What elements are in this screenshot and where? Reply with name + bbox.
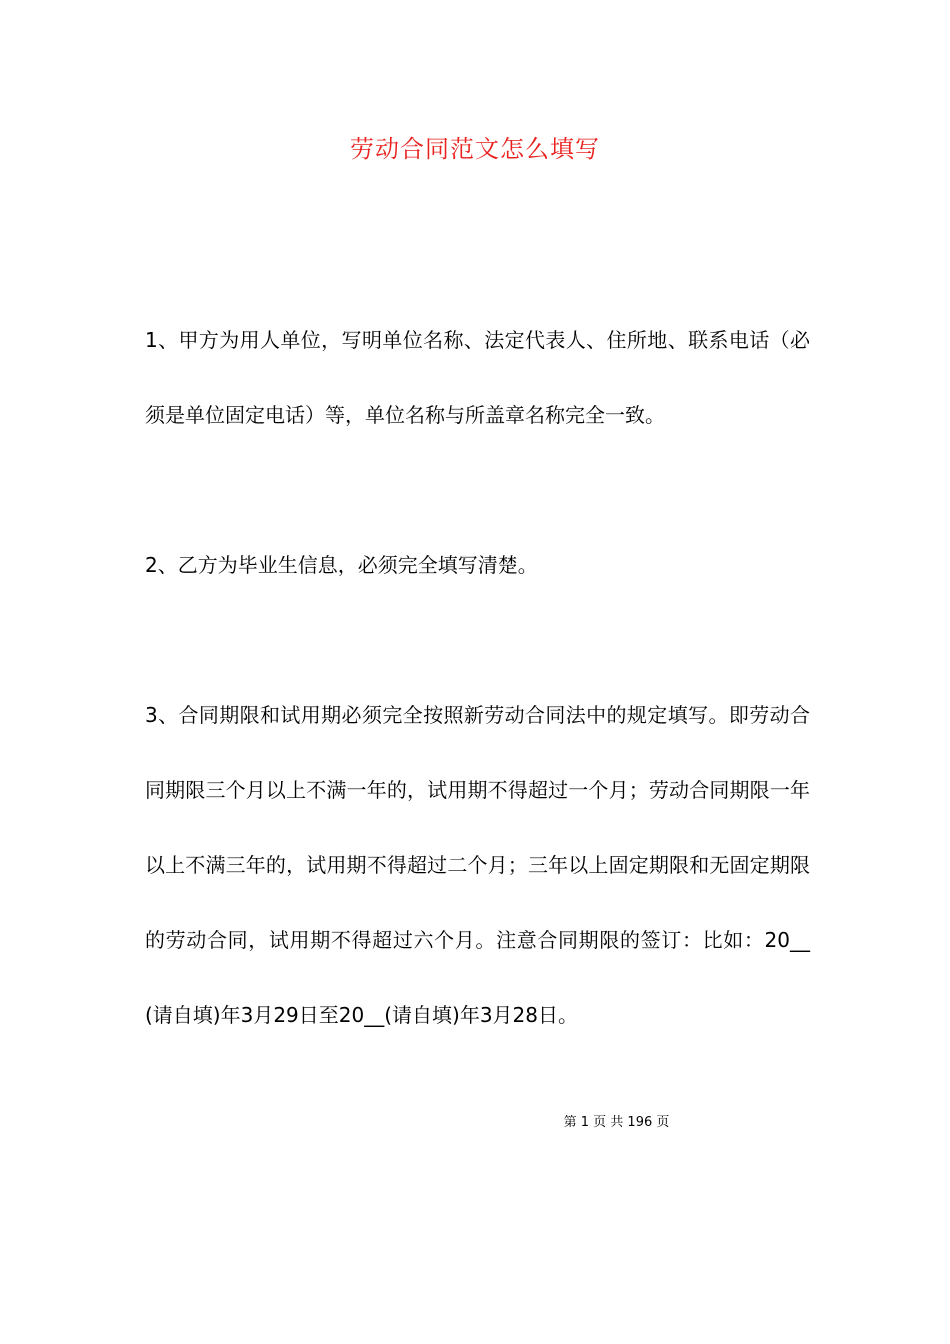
document-title: 劳动合同范文怎么填写 bbox=[350, 135, 600, 163]
page-number-footer: 第 1 页 共 196 页 bbox=[563, 1115, 670, 1130]
paragraph-2: 2、乙方为毕业生信息，必须完全填写清楚。 bbox=[145, 553, 538, 577]
paragraph-3: 3、合同期限和试用期必须完全按照新劳动合同法中的规定填写。即劳动合同期限三个月以上不满一年的，试用期不得超过一个月；劳动合同期限一年以上不满三年的，试用期不得超过二个月；三年以上固定期限和无固定期限的劳动合同，试用期不得超过六个月。注意合同期限的签订：比如：20__(请自填)年3月29日至20__(请自填)年3月28日。 bbox=[145, 703, 810, 1027]
paragraph-1: 1、甲方为用人单位，写明单位名称、法定代表人、住所地、联系电话（必须是单位固定电话）等，单位名称与所盖章名称完全一致。 bbox=[145, 328, 810, 427]
